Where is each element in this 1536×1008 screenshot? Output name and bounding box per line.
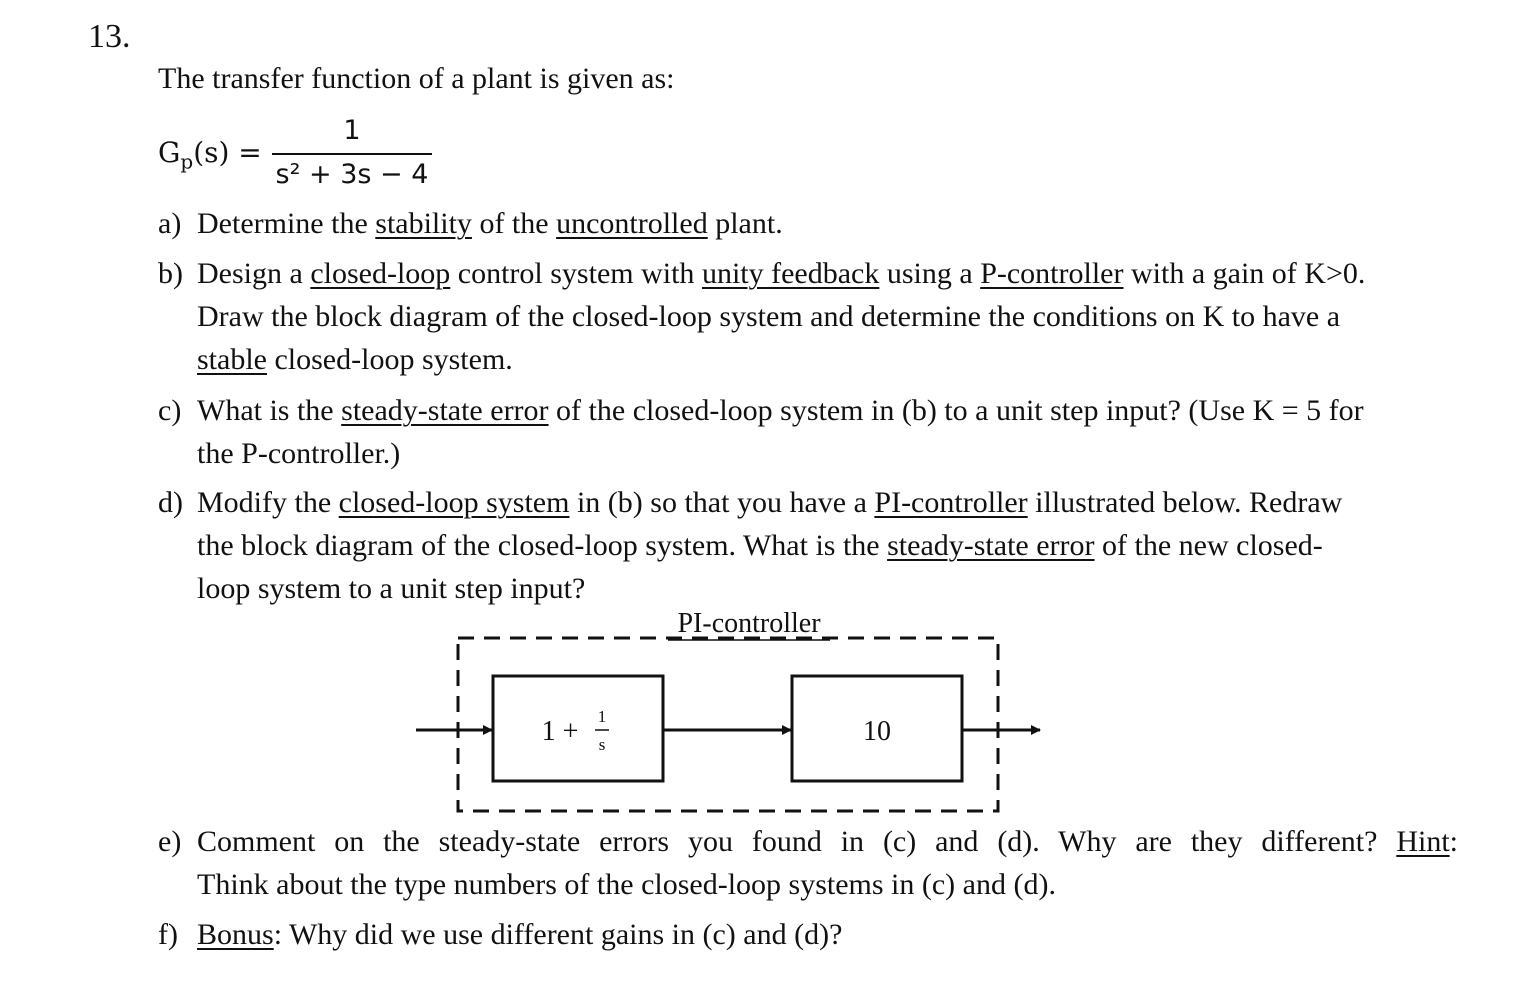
underlined-term: stability [375, 207, 472, 240]
text: control system with [450, 257, 702, 290]
text: closed-loop system. [266, 343, 513, 376]
underlined-term: unity feedback [701, 257, 880, 290]
transfer-function-formula [158, 112, 458, 202]
formula-fraction [272, 112, 432, 193]
underlined-term: closed-loop system [338, 486, 570, 519]
gain-block-value: 10 [863, 716, 891, 747]
formula-arg: (s) = [193, 136, 262, 169]
question-label: d) [158, 486, 183, 519]
question-text [197, 913, 1458, 956]
text: Determine the [197, 207, 376, 240]
pi-controller-dashed-boundary [458, 638, 998, 811]
text-line: Think about the type numbers of the closed-loop systems in (c) and (d). [197, 868, 1056, 901]
underlined-term: Bonus [197, 918, 274, 951]
question-c [158, 389, 1458, 475]
text: Modify the [197, 486, 339, 519]
text-line [197, 820, 1458, 863]
question-b [158, 252, 1458, 381]
underlined-term: closed-loop [310, 257, 451, 290]
question-a [158, 202, 1458, 245]
integral-block-fraction-numerator: 1 [597, 707, 607, 726]
question-d [158, 481, 1458, 610]
text: What is the [197, 394, 342, 427]
text-line: the P-controller.) [197, 437, 401, 470]
question-text [197, 389, 1458, 475]
fraction-bar [272, 153, 432, 155]
underlined-term: steady-state error [341, 394, 549, 427]
question-text [197, 481, 1458, 610]
text-line [197, 338, 1458, 381]
question-label: b) [158, 257, 183, 290]
formula-denominator: s² + 3s − 4 [275, 159, 429, 190]
integral-block-prefix: 1 + [541, 716, 579, 747]
pi-controller-block-diagram [400, 600, 1060, 830]
text: Comment on the steady-state errors you found in (c) and (d). Why are they different? [197, 825, 1397, 858]
text: Design a [197, 257, 311, 290]
underlined-term: P-controller [980, 257, 1124, 290]
text: using a [879, 257, 981, 290]
text: of the closed-loop system in (b) to a unit step input? (Use K = 5 for [548, 394, 1364, 427]
text-line: loop system to a unit step input? [197, 572, 586, 605]
text: with a gain of K>0. [1123, 257, 1366, 290]
underlined-term: uncontrolled [556, 207, 708, 240]
formula-subscript: p [180, 149, 194, 174]
question-e [158, 820, 1458, 906]
text: the block diagram of the closed-loop system. What is the [197, 529, 888, 562]
problem-number: 13. [88, 18, 131, 55]
integral-block-fraction-denominator: s [598, 735, 606, 754]
formula-g: G [158, 136, 181, 169]
text: : [1449, 825, 1458, 858]
text: in (b) so that you have a [569, 486, 875, 519]
question-label: a) [158, 207, 182, 240]
problem-intro: The transfer function of a plant is given as: [158, 62, 675, 95]
formula-numerator: 1 [343, 115, 361, 146]
text: of the [471, 207, 557, 240]
question-text [197, 820, 1458, 906]
underlined-term: PI-controller [874, 486, 1028, 519]
text-line [197, 389, 1458, 432]
question-f [158, 913, 1458, 956]
question-label: e) [158, 825, 182, 858]
text: plant. [707, 207, 783, 240]
underlined-term: steady-state error [887, 529, 1095, 562]
question-text [197, 252, 1458, 381]
question-label: f) [158, 918, 178, 951]
underlined-term: stable [197, 343, 267, 376]
underlined-term: Hint [1396, 825, 1450, 858]
text-line: Draw the block diagram of the closed-loop system and determine the conditions on K to have a [197, 300, 1341, 333]
question-label: c) [158, 394, 182, 427]
formula-lhs [158, 136, 262, 174]
question-text [197, 202, 1458, 245]
text-line [197, 524, 1458, 567]
text: of the new closed- [1094, 529, 1323, 562]
text: : Why did we use different gains in (c) and (d)? [273, 918, 843, 951]
pi-controller-label: PI-controller [677, 608, 821, 639]
text-line [197, 481, 1458, 524]
text: illustrated below. Redraw [1027, 486, 1343, 519]
text-line [197, 252, 1458, 295]
